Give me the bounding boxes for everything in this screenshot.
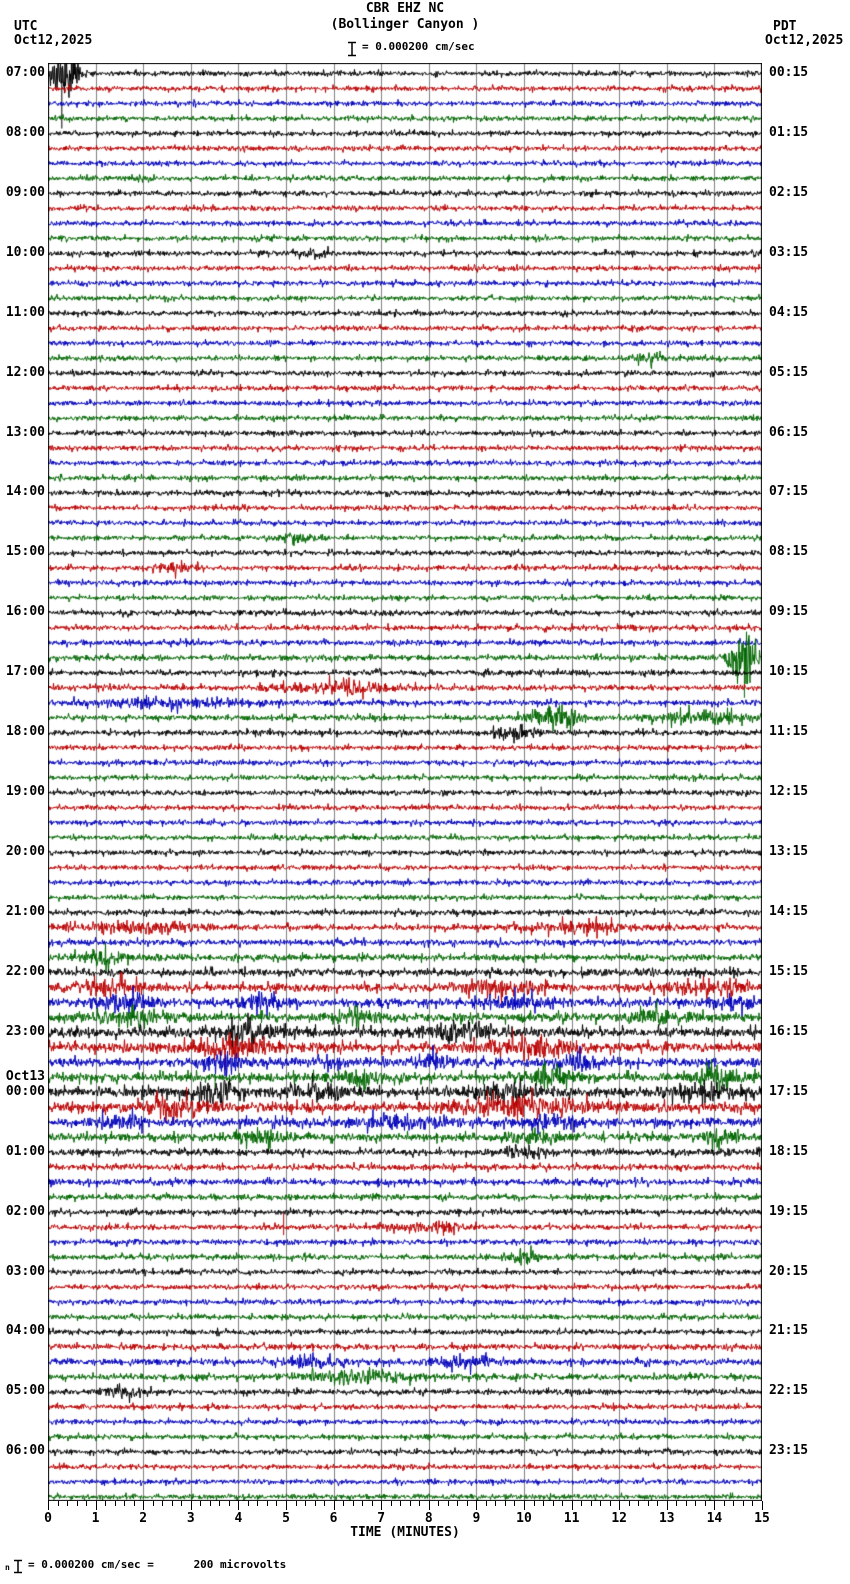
station-location: (Bollinger Canyon ) — [330, 17, 480, 32]
date-rollover-label: Oct13 — [5, 1068, 45, 1084]
pdt-hour-label: 06:15 — [769, 424, 809, 440]
major-tick — [476, 1501, 477, 1510]
minor-tick — [743, 1501, 744, 1506]
minor-tick — [315, 1501, 316, 1506]
utc-hour-label: 18:00 — [5, 724, 45, 740]
pdt-hour-label: 00:15 — [769, 65, 809, 80]
utc-hour-label: 09:00 — [5, 184, 45, 200]
utc-hour-label: 11:00 — [5, 304, 45, 320]
utc-hour-label: 02:00 — [5, 1203, 45, 1219]
pdt-hour-label: 03:15 — [769, 244, 809, 260]
minor-tick — [219, 1501, 220, 1506]
pdt-hour-label: 10:15 — [769, 664, 809, 680]
minor-tick — [705, 1501, 706, 1506]
utc-hour-label: 00:00 — [5, 1083, 45, 1099]
x-axis-tick-label: 9 — [472, 1511, 481, 1526]
left-date-label: Oct12,2025 — [14, 33, 93, 48]
minor-tick — [162, 1501, 163, 1506]
station-title: CBR EHZ NC — [365, 1, 445, 16]
utc-hour-label: 04:00 — [5, 1323, 45, 1339]
pdt-hour-label: 21:15 — [769, 1323, 809, 1339]
minor-tick — [324, 1501, 325, 1506]
utc-hour-label: 10:00 — [5, 244, 45, 260]
major-tick — [572, 1501, 573, 1510]
pdt-hour-label: 01:15 — [769, 124, 809, 140]
pdt-hour-label: 16:15 — [769, 1023, 809, 1039]
minor-tick — [172, 1501, 173, 1506]
minor-tick — [600, 1501, 601, 1506]
minor-tick — [752, 1501, 753, 1506]
minor-tick — [733, 1501, 734, 1506]
major-tick — [143, 1501, 144, 1510]
amplitude-scale-label: = 0.000200 cm/sec — [362, 40, 475, 53]
minor-tick — [58, 1501, 59, 1506]
pdt-hour-label: 04:15 — [769, 304, 809, 320]
x-axis-tick-label: 12 — [611, 1511, 628, 1526]
minor-tick — [438, 1501, 439, 1506]
pdt-hour-label: 23:15 — [769, 1443, 809, 1459]
pdt-hour-label: 14:15 — [769, 903, 809, 919]
utc-hour-label: 01:00 — [5, 1143, 45, 1159]
utc-hour-label: 19:00 — [5, 784, 45, 800]
minor-tick — [495, 1501, 496, 1506]
minor-tick — [534, 1501, 535, 1506]
x-axis-tick-label: 10 — [516, 1511, 532, 1526]
minor-tick — [210, 1501, 211, 1506]
minor-tick — [115, 1501, 116, 1506]
minor-tick — [686, 1501, 687, 1506]
footer-scale-bar-icon — [13, 1556, 23, 1575]
pdt-hour-label: 15:15 — [769, 963, 809, 979]
minor-tick — [343, 1501, 344, 1506]
minor-tick — [657, 1501, 658, 1506]
x-axis-tick-label: 11 — [563, 1511, 580, 1526]
major-tick — [762, 1501, 763, 1510]
minor-tick — [267, 1501, 268, 1506]
utc-hour-label: 08:00 — [5, 124, 45, 140]
major-tick — [238, 1501, 239, 1510]
right-timezone-label: PDT — [773, 19, 797, 34]
pdt-hour-label: 18:15 — [769, 1143, 809, 1159]
minor-tick — [676, 1501, 677, 1506]
minor-tick — [419, 1501, 420, 1506]
pdt-hour-label: 07:15 — [769, 484, 809, 500]
x-axis-tick-label: 2 — [139, 1511, 148, 1526]
left-timezone-label: UTC — [14, 19, 38, 34]
amplitude-scale-bar-icon — [347, 38, 357, 57]
seismogram-canvas — [48, 63, 762, 1501]
pdt-hour-label: 02:15 — [769, 184, 809, 200]
pdt-hour-label: 19:15 — [769, 1203, 809, 1219]
major-tick — [334, 1501, 335, 1510]
major-tick — [48, 1501, 49, 1510]
x-axis-tick-label: 7 — [377, 1511, 386, 1526]
utc-hour-label: 20:00 — [5, 844, 45, 860]
x-axis-tick-label: 1 — [91, 1511, 100, 1526]
minor-tick — [581, 1501, 582, 1506]
minor-tick — [67, 1501, 68, 1506]
footer-prefix: n — [5, 1563, 10, 1572]
minor-tick — [353, 1501, 354, 1506]
pdt-hour-label: 08:15 — [769, 544, 809, 560]
minor-tick — [229, 1501, 230, 1506]
minor-tick — [86, 1501, 87, 1506]
x-axis-tick-label: 13 — [658, 1511, 675, 1526]
minor-tick — [695, 1501, 696, 1506]
pdt-hour-label: 05:15 — [769, 364, 809, 380]
major-tick — [429, 1501, 430, 1510]
minor-tick — [562, 1501, 563, 1506]
utc-hour-label: 22:00 — [5, 963, 45, 979]
x-axis-tick-label: 4 — [234, 1511, 243, 1526]
major-tick — [191, 1501, 192, 1510]
minor-tick — [134, 1501, 135, 1506]
minor-tick — [448, 1501, 449, 1506]
pdt-hour-label: 12:15 — [769, 784, 809, 800]
minor-tick — [467, 1501, 468, 1506]
minor-tick — [372, 1501, 373, 1506]
minor-tick — [248, 1501, 249, 1506]
footer-scale-text: = 0.000200 cm/sec = 200 microvolts — [28, 1558, 287, 1571]
x-axis-tick-label: 6 — [329, 1511, 338, 1526]
x-axis-tick-label: 5 — [282, 1511, 290, 1526]
pdt-hour-label: 13:15 — [769, 844, 809, 860]
minor-tick — [553, 1501, 554, 1506]
pdt-hour-label: 17:15 — [769, 1083, 809, 1099]
minor-tick — [610, 1501, 611, 1506]
minor-tick — [153, 1501, 154, 1506]
utc-hour-label: 16:00 — [5, 604, 45, 620]
major-tick — [524, 1501, 525, 1510]
major-tick — [619, 1501, 620, 1510]
minor-tick — [105, 1501, 106, 1506]
minor-tick — [724, 1501, 725, 1506]
utc-hour-label: 21:00 — [5, 903, 45, 919]
x-axis-tick-label: 0 — [44, 1511, 52, 1526]
minor-tick — [276, 1501, 277, 1506]
minor-tick — [629, 1501, 630, 1506]
x-axis-title: TIME (MINUTES) — [350, 1525, 460, 1540]
minor-tick — [77, 1501, 78, 1506]
pdt-hour-label: 09:15 — [769, 604, 809, 620]
minor-tick — [181, 1501, 182, 1506]
pdt-hour-label: 11:15 — [769, 724, 809, 740]
utc-hour-label: 23:00 — [5, 1023, 45, 1039]
utc-hour-label: 07:00 — [5, 65, 45, 80]
utc-hour-label: 03:00 — [5, 1263, 45, 1279]
pdt-hour-label: 22:15 — [769, 1383, 809, 1399]
minor-tick — [400, 1501, 401, 1506]
minor-tick — [457, 1501, 458, 1506]
utc-hour-label: 17:00 — [5, 664, 45, 680]
minor-tick — [410, 1501, 411, 1506]
pdt-hour-label: 20:15 — [769, 1263, 809, 1279]
minor-tick — [124, 1501, 125, 1506]
x-axis-tick-label: 3 — [186, 1511, 195, 1526]
major-tick — [667, 1501, 668, 1510]
major-tick — [714, 1501, 715, 1510]
minor-tick — [591, 1501, 592, 1506]
right-date-label: Oct12,2025 — [765, 33, 844, 48]
minor-tick — [391, 1501, 392, 1506]
minor-tick — [257, 1501, 258, 1506]
minor-tick — [505, 1501, 506, 1506]
minor-tick — [200, 1501, 201, 1506]
utc-hour-label: 14:00 — [5, 484, 45, 500]
x-axis-tick-label: 8 — [424, 1511, 433, 1526]
minor-tick — [648, 1501, 649, 1506]
minor-tick — [638, 1501, 639, 1506]
minor-tick — [486, 1501, 487, 1506]
major-tick — [381, 1501, 382, 1510]
minor-tick — [362, 1501, 363, 1506]
x-axis-tick-label: 14 — [706, 1511, 723, 1526]
minor-tick — [514, 1501, 515, 1506]
minor-tick — [296, 1501, 297, 1506]
minor-tick — [305, 1501, 306, 1506]
utc-hour-label: 12:00 — [5, 364, 45, 380]
minor-tick — [543, 1501, 544, 1506]
major-tick — [96, 1501, 97, 1510]
major-tick — [286, 1501, 287, 1510]
utc-hour-label: 05:00 — [5, 1383, 45, 1399]
utc-hour-label: 13:00 — [5, 424, 45, 440]
utc-hour-label: 15:00 — [5, 544, 45, 560]
utc-hour-label: 06:00 — [5, 1443, 45, 1459]
x-axis-tick-label: 15 — [754, 1511, 770, 1526]
